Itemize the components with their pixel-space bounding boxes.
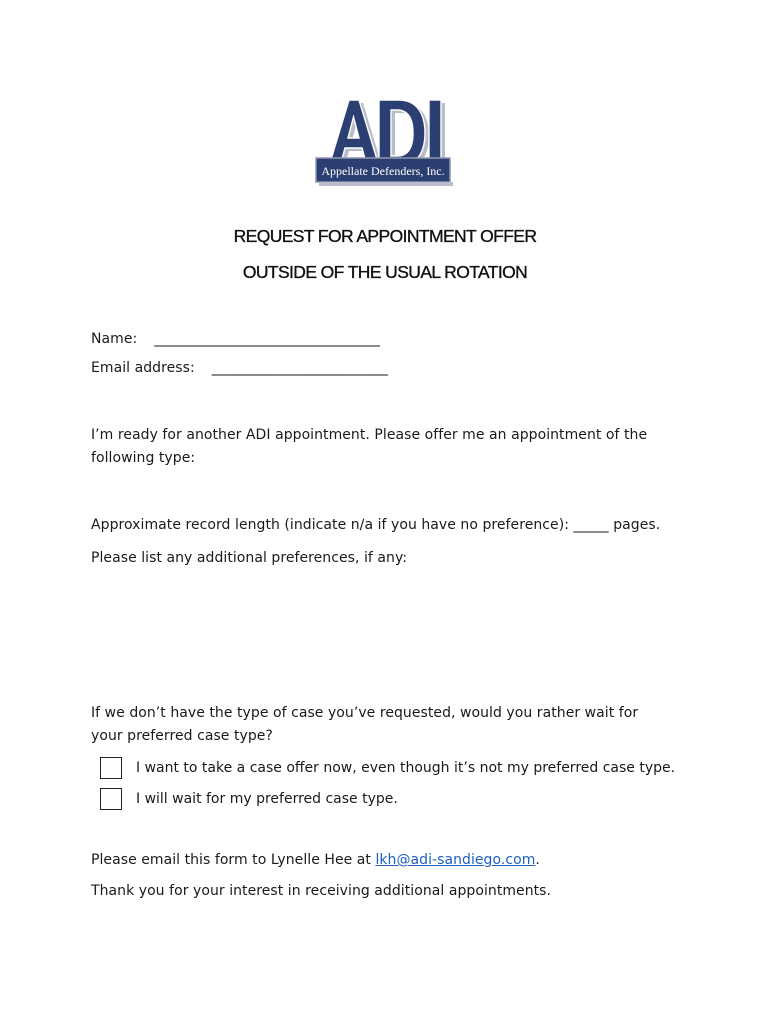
form-title-line1: REQUEST FOR APPOINTMENT OFFER [233,226,537,246]
name-field-row [91,328,380,351]
email-field-row [91,357,388,380]
record-length-text: Approximate record length (indicate n/a if you have no preference): [91,517,574,533]
name-label: Name: [91,331,138,347]
intro-paragraph: I’m ready for another ADI appointment. Please offer me an appointment of the following type: [91,427,648,466]
email-link[interactable]: lkh@adi-sandiego.com [375,852,536,868]
email-label: Email address: [91,360,195,376]
record-length-blank[interactable]: _____ [573,517,609,533]
adi-logo [313,96,455,192]
contact-period: . [535,852,540,868]
logo-subtitle: Appellate Defenders, Inc. [321,164,445,178]
wait-preferred-checkbox[interactable] [100,788,122,810]
thanks-text: Thank you for your interest in receiving additional appointments. [91,883,552,899]
record-length-row [91,514,660,537]
form-title-line2: OUTSIDE OF THE USUAL ROTATION [242,262,528,282]
take-offer-now-label: I want to take a case offer now, even though it’s not my preferred case type. [136,760,676,776]
additional-preferences-prompt: Please list any additional preferences, if any: [91,550,408,566]
contact-row [91,849,540,872]
take-offer-now-checkbox[interactable] [100,757,122,779]
name-blank[interactable]: ________________________________ [154,331,380,347]
wait-question: If we don’t have the type of case you’ve requested, would you rather wait for your preferred case type? [91,705,639,744]
wait-preferred-label: I will wait for my preferred case type. [136,791,398,807]
contact-text: Please email this form to Lynelle Hee at [91,852,376,868]
record-length-unit: pages. [608,517,661,533]
email-blank[interactable]: _________________________ [211,360,388,376]
